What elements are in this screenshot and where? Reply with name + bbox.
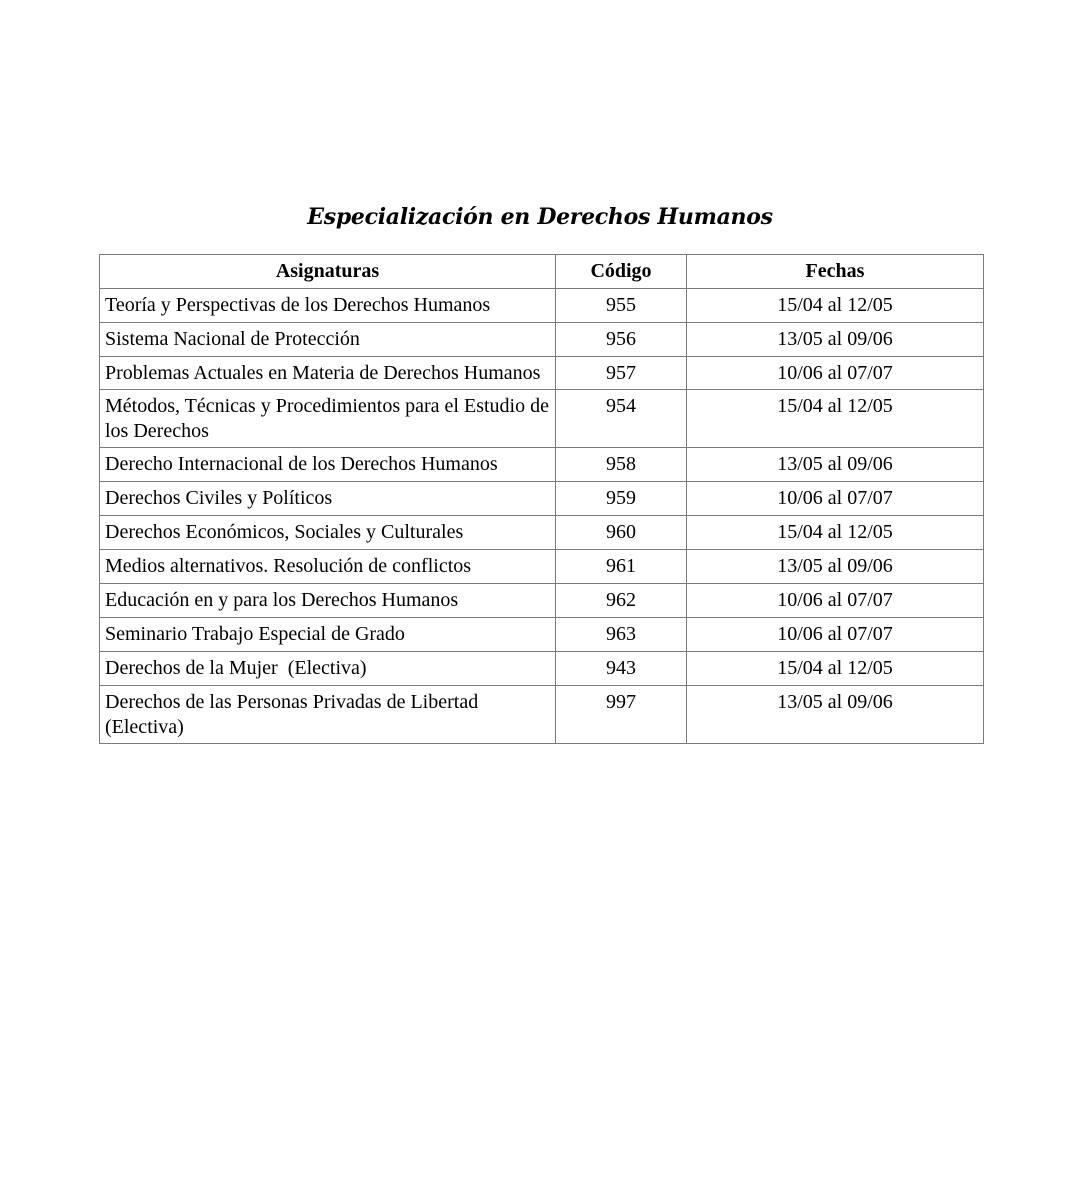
dates-cell: 15/04 al 12/05 (687, 516, 984, 550)
subject-cell: Educación en y para los Derechos Humanos (100, 584, 556, 618)
table-row (100, 652, 984, 686)
subject-cell: Derechos Económicos, Sociales y Culturales (100, 516, 556, 550)
table-row (100, 448, 984, 482)
code-cell: 960 (556, 516, 687, 550)
subject-cell: Derecho Internacional de los Derechos Humanos (100, 448, 556, 482)
code-cell: 997 (556, 686, 687, 744)
dates-cell: 15/04 al 12/05 (687, 652, 984, 686)
code-cell: 943 (556, 652, 687, 686)
subjects-table (99, 254, 984, 744)
dates-cell: 15/04 al 12/05 (687, 390, 984, 448)
dates-cell: 13/05 al 09/06 (687, 323, 984, 357)
code-cell: 959 (556, 482, 687, 516)
table-header-row (100, 255, 984, 289)
subject-cell: Métodos, Técnicas y Procedimientos para el Estudio de los Derechos (100, 390, 556, 448)
subject-cell: Derechos de la Mujer (Electiva) (100, 652, 556, 686)
dates-cell: 10/06 al 07/07 (687, 482, 984, 516)
dates-cell: 13/05 al 09/06 (687, 448, 984, 482)
table-row (100, 550, 984, 584)
subject-cell: Teoría y Perspectivas de los Derechos Humanos (100, 289, 556, 323)
table-row (100, 584, 984, 618)
table-row (100, 357, 984, 390)
dates-cell: 10/06 al 07/07 (687, 618, 984, 652)
code-cell: 961 (556, 550, 687, 584)
code-cell: 963 (556, 618, 687, 652)
code-cell: 955 (556, 289, 687, 323)
table-row (100, 516, 984, 550)
table-row (100, 482, 984, 516)
subject-cell: Sistema Nacional de Protección (100, 323, 556, 357)
code-cell: 956 (556, 323, 687, 357)
table-row (100, 289, 984, 323)
table-row (100, 323, 984, 357)
column-header-subjects: Asignaturas (100, 255, 556, 289)
code-cell: 954 (556, 390, 687, 448)
column-header-code: Código (556, 255, 687, 289)
subject-cell: Problemas Actuales en Materia de Derechos Humanos (100, 357, 556, 390)
code-cell: 962 (556, 584, 687, 618)
dates-cell: 13/05 al 09/06 (687, 550, 984, 584)
subject-cell: Seminario Trabajo Especial de Grado (100, 618, 556, 652)
dates-cell: 15/04 al 12/05 (687, 289, 984, 323)
subject-cell: Medios alternativos. Resolución de conflictos (100, 550, 556, 584)
column-header-dates: Fechas (687, 255, 984, 289)
table-row (100, 618, 984, 652)
dates-cell: 10/06 al 07/07 (687, 584, 984, 618)
dates-cell: 13/05 al 09/06 (687, 686, 984, 744)
code-cell: 957 (556, 357, 687, 390)
code-cell: 958 (556, 448, 687, 482)
subject-cell: Derechos Civiles y Políticos (100, 482, 556, 516)
dates-cell: 10/06 al 07/07 (687, 357, 984, 390)
subject-cell: Derechos de las Personas Privadas de Libertad (Electiva) (100, 686, 556, 744)
table-row (100, 686, 984, 744)
table-row (100, 390, 984, 448)
page-title: Especialización en Derechos Humanos (307, 204, 773, 230)
